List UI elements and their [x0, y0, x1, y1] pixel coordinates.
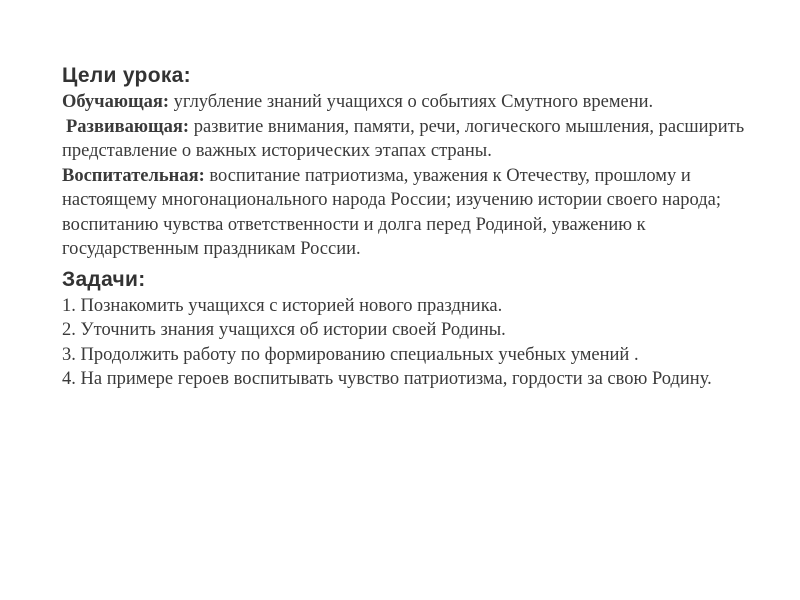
tasks-heading: Задачи: — [62, 267, 146, 291]
task-item: 2. Уточнить знания учащихся об истории своей Родины. — [62, 320, 506, 340]
task-item: 3. Продолжить работу по формированию специальных учебных умений . — [62, 344, 639, 365]
goal-teaching-label: Обучающая: — [62, 92, 170, 112]
task-item: 4. На примере героев воспитывать чувство патриотизма, гордости за свою Родину. — [62, 369, 712, 389]
goal-educating — [62, 164, 762, 262]
goals-heading: Цели урока: — [62, 64, 191, 87]
goal-developing-label: Развивающая: — [66, 116, 190, 137]
goal-educating-text: воспитание патриотизма, уважения к Отечеству, прошлому и настоящему многонационального народа России; изучению истории своего народа; воспитанию чувства ответственности и долга перед Родиной, уважению к государственным праздникам России. — [62, 165, 722, 259]
goal-developing — [62, 115, 762, 164]
goal-developing-text: развитие внимания, памяти, речи, логического мышления, расширить представление о важных исторических этапах страны. — [62, 116, 745, 161]
goal-educating-label: Воспитательная: — [62, 165, 205, 186]
task-item: 1. Познакомить учащихся с историей нового праздника. — [62, 295, 503, 316]
slide-content — [62, 62, 762, 392]
goal-teaching-text: углубление знаний учащихся о событиях Смутного времени. — [169, 92, 654, 112]
goal-teaching — [62, 90, 762, 115]
tasks-list — [62, 294, 762, 392]
